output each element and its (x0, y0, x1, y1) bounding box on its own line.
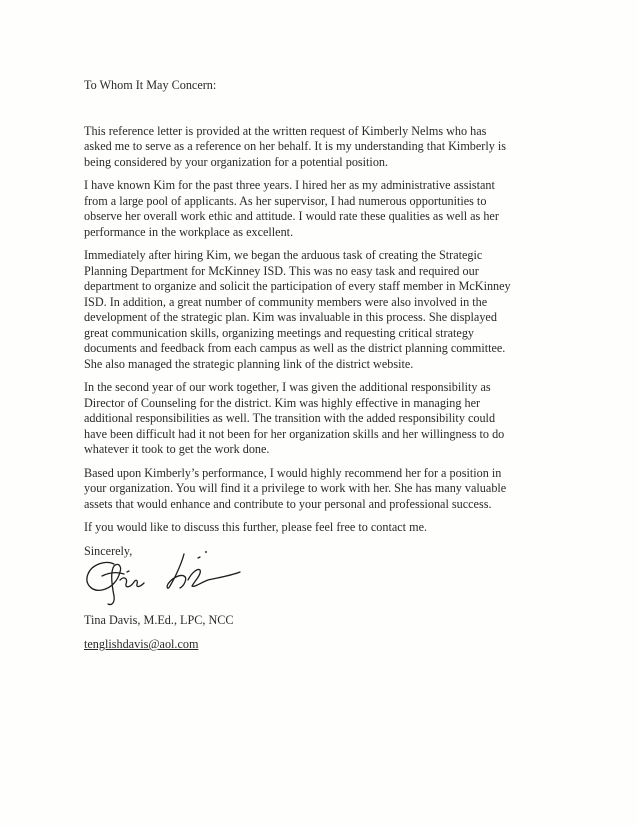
closing: Sincerely, (84, 543, 133, 558)
paragraph-3-line-7: documents and feedback from each campus as well as the district planning committee. (84, 341, 506, 355)
paragraph-4 (84, 380, 554, 458)
paragraph-4-line-2: Director of Counseling for the district. Kim was highly effective in managing her (84, 395, 481, 410)
paragraph-3-line-8: She also managed the strategic planning link of the district website. (84, 356, 414, 371)
paragraph-1-line-2: asked me to serve as a reference on her behalf. It is my understanding that Kimberly is (84, 139, 507, 153)
paragraph-1 (84, 124, 554, 171)
paragraph-4-line-4: have been difficult had it not been for her organization skills and her willingness to do (84, 426, 505, 441)
paragraph-3-line-2: Planning Department for McKinney ISD. This was no easy task and required our (84, 263, 479, 278)
paragraph-3-line-3: department to organize and solicit the participation of every staff member in McKinney (84, 279, 511, 293)
paragraph-5-line-2: your organization. You will find it a privilege to work with her. She has many valuable (84, 481, 507, 495)
paragraph-5-line-1: Based upon Kimberly’s performance, I would highly recommend her for a position in (84, 465, 502, 480)
letter-body (84, 78, 554, 559)
paragraph-1-line-1: This reference letter is provided at the written request of Kimberly Nelms who has (84, 123, 487, 138)
paragraph-2-line-3: observe her overall work ethic and attitude. I would rate these qualities as well as her (84, 209, 499, 223)
signer-name: Tina Davis, M.Ed., LPC, NCC (84, 613, 234, 627)
paragraph-4-line-5: whatever it took to get the work done. (84, 442, 270, 456)
paragraph-2 (84, 178, 554, 240)
paragraph-4-line-1: In the second year of our work together, I was given the additional responsibility as (84, 380, 491, 394)
paragraph-3 (84, 248, 554, 372)
paragraph-1-line-3: being considered by your organization for a potential position. (84, 154, 389, 169)
paragraph-5-line-3: assets that would enhance and contribute to your personal and professional success. (84, 496, 492, 511)
paragraph-6 (84, 520, 554, 536)
paragraph-3-line-1: Immediately after hiring Kim, we began the arduous task of creating the Strategic (84, 248, 483, 262)
paragraph-5 (84, 466, 554, 513)
signature-dot (205, 551, 207, 553)
paragraph-2-line-1: I have known Kim for the past three years. I hired her as my administrative assistant (84, 178, 495, 192)
paragraph-2-line-2: from a large pool of applicants. As her supervisor, I had numerous opportunities to (84, 193, 487, 208)
paragraph-4-line-3: additional responsibilities as well. The transition with the added responsibility could (84, 411, 496, 425)
paragraph-2-line-4: performance in the workplace as excellent. (84, 224, 294, 239)
handwritten-signature (84, 550, 244, 608)
salutation: To Whom It May Concern: (84, 78, 217, 92)
paragraph-3-line-6: great communication skills, organizing meetings and requesting critical strategy (84, 325, 475, 340)
paragraph-3-line-4: ISD. In addition, a great number of community members were also involved in the (84, 294, 488, 309)
email-link[interactable]: tenglishdavis@aol.com (84, 637, 199, 651)
paragraph-3-line-5: development of the strategic plan. Kim was invaluable in this process. She displayed (84, 310, 497, 324)
paragraph-6-line-1: If you would like to discuss this further, please feel free to contact me. (84, 520, 428, 534)
